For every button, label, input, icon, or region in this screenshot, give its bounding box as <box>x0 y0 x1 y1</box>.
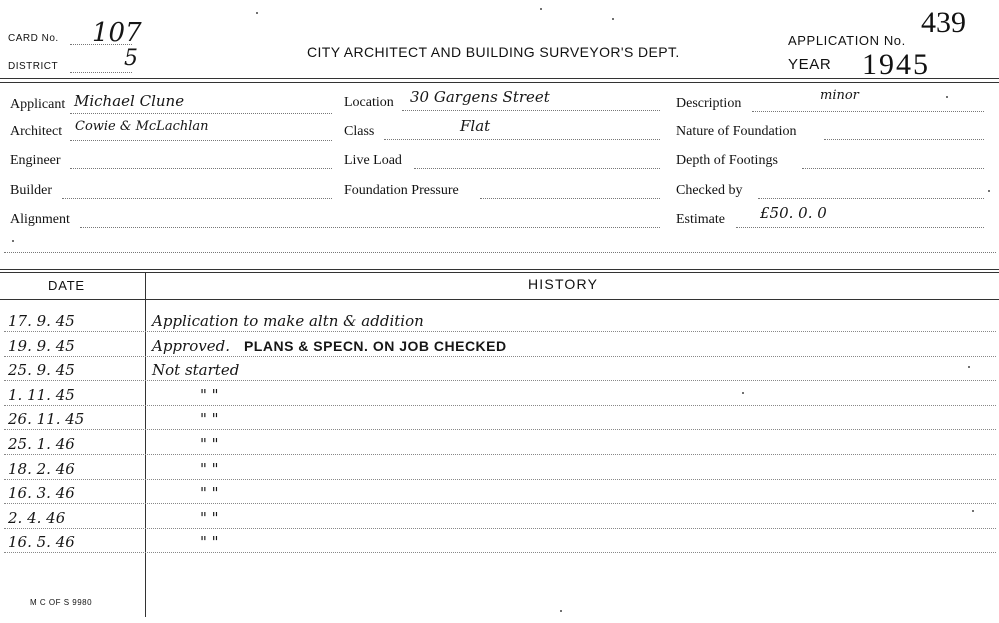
history-row-rule <box>4 405 996 406</box>
architect-label: Architect <box>10 124 63 139</box>
history-row-text: " " <box>200 410 219 428</box>
history-row-date: 18. 2. 46 <box>8 460 75 478</box>
applicant-label: Applicant <box>10 97 66 112</box>
history-row-entry <box>200 410 219 428</box>
history-row-rule <box>4 479 996 480</box>
history-row-date: 16. 3. 46 <box>8 484 75 502</box>
history-row-text: " " <box>200 509 219 527</box>
history-row-entry <box>200 386 219 404</box>
history-row-date: 25. 1. 46 <box>8 435 75 453</box>
history-row-entry <box>152 312 424 330</box>
history-row-entry <box>200 484 219 502</box>
history-row-rule <box>4 528 996 529</box>
date-column-header: DATE <box>48 278 85 293</box>
form-code: M C OF S 9980 <box>30 598 93 607</box>
location-label: Location <box>344 95 394 110</box>
year-value: 1945 <box>862 48 930 81</box>
alignment-label: Alignment <box>10 212 70 227</box>
history-row-rule <box>4 454 996 455</box>
estimate-label: Estimate <box>676 212 725 227</box>
history-row-entry <box>200 460 219 478</box>
foundation-pressure-label: Foundation Pressure <box>344 183 459 198</box>
history-row-entry <box>200 533 219 551</box>
history-row-rule <box>4 380 996 381</box>
history-row-date: 26. 11. 45 <box>8 410 85 428</box>
history-column-header: HISTORY <box>528 276 599 292</box>
district-value: 5 <box>124 46 138 71</box>
applicant-value: Michael Clune <box>74 92 185 110</box>
class-label: Class <box>344 124 375 139</box>
engineer-label: Engineer <box>10 153 61 168</box>
nature-of-foundation-label: Nature of Foundation <box>676 124 797 139</box>
location-value: 30 Gargens Street <box>410 88 550 106</box>
checked-by-label: Checked by <box>676 183 743 198</box>
history-row-entry <box>200 435 219 453</box>
history-row-date: 17. 9. 45 <box>8 312 75 330</box>
history-row-date: 2. 4. 46 <box>8 509 66 527</box>
history-row-date: 25. 9. 45 <box>8 361 75 379</box>
history-row-date: 16. 5. 46 <box>8 533 75 551</box>
history-row-text: Not started <box>152 361 240 379</box>
history-row-rule <box>4 552 996 553</box>
card-no-value: 107 <box>92 18 142 48</box>
application-label: APPLICATION No. <box>788 33 906 48</box>
history-row-entry <box>152 361 239 379</box>
live-load-label: Live Load <box>344 153 402 168</box>
history-row-rule <box>4 356 996 357</box>
class-value: Flat <box>460 117 491 135</box>
history-row-text: " " <box>200 484 219 502</box>
history-row-date: 1. 11. 45 <box>8 386 75 404</box>
history-row-text: " " <box>200 533 219 551</box>
history-row-text: " " <box>200 386 219 404</box>
card-no-label: CARD No. <box>8 33 59 44</box>
history-row-rule <box>4 429 996 430</box>
department-title: CITY ARCHITECT AND BUILDING SURVEYOR'S DEPT. <box>307 44 680 60</box>
history-row-text: " " <box>200 435 219 453</box>
history-row-date: 19. 9. 45 <box>8 337 75 355</box>
history-row-entry <box>200 509 219 527</box>
history-row-entry <box>152 337 507 355</box>
history-row-stamp: PLANS & SPECN. ON JOB CHECKED <box>243 338 507 354</box>
history-row-rule <box>4 331 996 332</box>
district-label: DISTRICT <box>8 61 59 72</box>
architect-value: Cowie & McLachlan <box>75 119 209 134</box>
application-value: 439 <box>921 6 966 39</box>
history-row-text: " " <box>200 460 219 478</box>
description-label: Description <box>676 96 742 111</box>
history-row-text: Approved. <box>152 337 230 355</box>
builder-label: Builder <box>10 183 52 198</box>
description-value: minor <box>820 88 859 103</box>
estimate-value: £50. 0. 0 <box>760 204 827 222</box>
year-label: YEAR <box>788 56 832 73</box>
history-row-text: Application to make altn & addition <box>152 312 424 330</box>
history-row-rule <box>4 503 996 504</box>
depth-of-footings-label: Depth of Footings <box>676 153 778 168</box>
